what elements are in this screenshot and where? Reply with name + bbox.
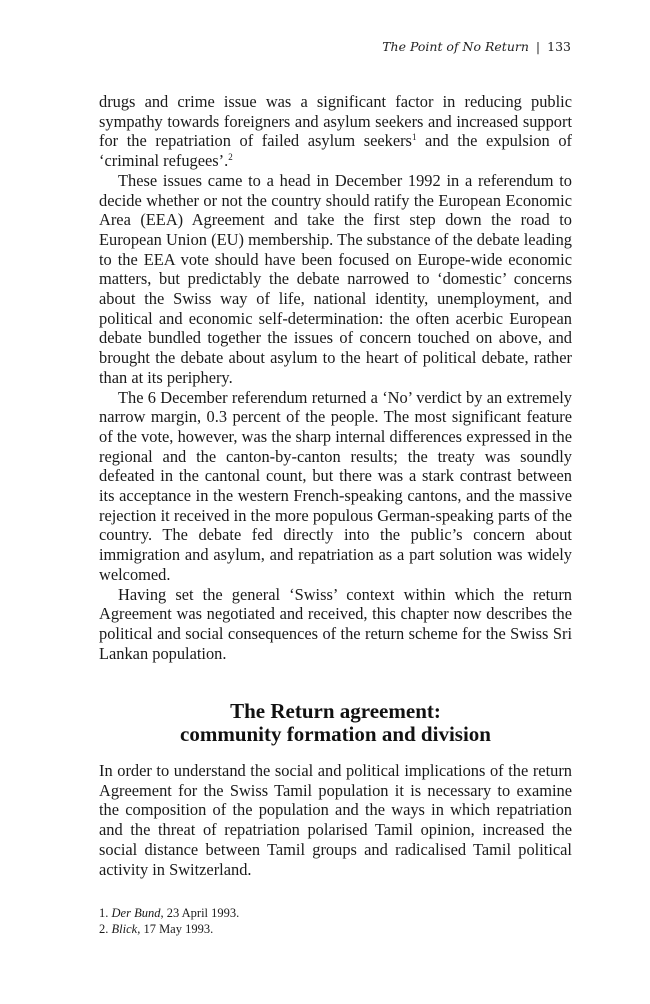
main-text (99, 92, 572, 663)
footnotes (99, 905, 239, 937)
section-heading-line-2: community formation and division (180, 722, 491, 746)
footnote-2 (99, 921, 239, 937)
section-heading-line-1: The Return agreement: (230, 699, 441, 723)
footnote-marker-2: 2 (228, 152, 233, 163)
running-head (382, 39, 571, 54)
footnote-detail: , 17 May 1993. (137, 922, 214, 936)
section-text (99, 761, 572, 879)
paragraph-text: drugs and crime issue was a significant factor in reducing public sympathy towards foreigners and asylum seekers and increased support for the repatriation of failed asylum seekers (99, 92, 572, 151)
paragraph: In order to understand the social and political implications of the return Agreement for the Swiss Tamil population it is necessary to examine the composition of the population and the ways in which repatriation and the threat of repatriation polarised Tamil opinion, increased the social distance between Tamil groups and radicalised Tamil political activity in Switzerland. (99, 761, 572, 879)
footnote-1 (99, 905, 239, 921)
paragraph-continued (99, 92, 572, 171)
page-number: 133 (547, 39, 571, 54)
footnote-source: Blick (111, 922, 138, 936)
paragraph-text: and the expulsion of ‘criminal refugees’. (99, 131, 572, 171)
footnote-number: 2. (99, 922, 109, 936)
paragraph: The 6 December referendum returned a ‘No’ verdict by an extremely narrow margin, 0.3 percent of the people. The most significant feature of the vote, however, was the sharp internal differences expressed in the regional and the canton-by-canton results; the treaty was soundly defeated in the cantonal count, but there was a stark contrast between its acceptance in the western French-speaking cantons, and the massive rejection it received in the more populous German-speaking parts of the country. The debate fed directly into the public’s concern about immigration and asylum, and repatriation as a part solution was widely welcomed. (99, 387, 572, 584)
footnote-marker-1: 1 (411, 132, 417, 143)
paragraph: These issues came to a head in December 1992 in a referendum to decide whether or not the country should ratify the European Economic Area (EEA) Agreement and take the first step down the road to European Union (EU) membership. The substance of the debate leading to the EEA vote should have been focused on Europe-wide economic matters, but predictably the debate narrowed to ‘domestic’ concerns about the Swiss way of life, national identity, unemployment, and political and economic self-determination: the often acerbic European debate bundled together the issues of concern touched on above, and brought the debate about asylum to the heart of political debate, rather than at its periphery. (99, 170, 572, 387)
footnote-detail: , 23 April 1993. (160, 906, 240, 920)
paragraph: Having set the general ‘Swiss’ context within which the return Agreement was negotiated and received, this chapter now describes the political and social consequences of the return scheme for the Swiss Sri Lankan population. (99, 584, 572, 663)
running-head-title: The Point of No Return (382, 39, 529, 54)
footnote-source: Der Bund (111, 906, 161, 920)
section-heading (99, 700, 572, 746)
running-head-separator: | (535, 39, 541, 54)
footnote-number: 1. (99, 906, 109, 920)
